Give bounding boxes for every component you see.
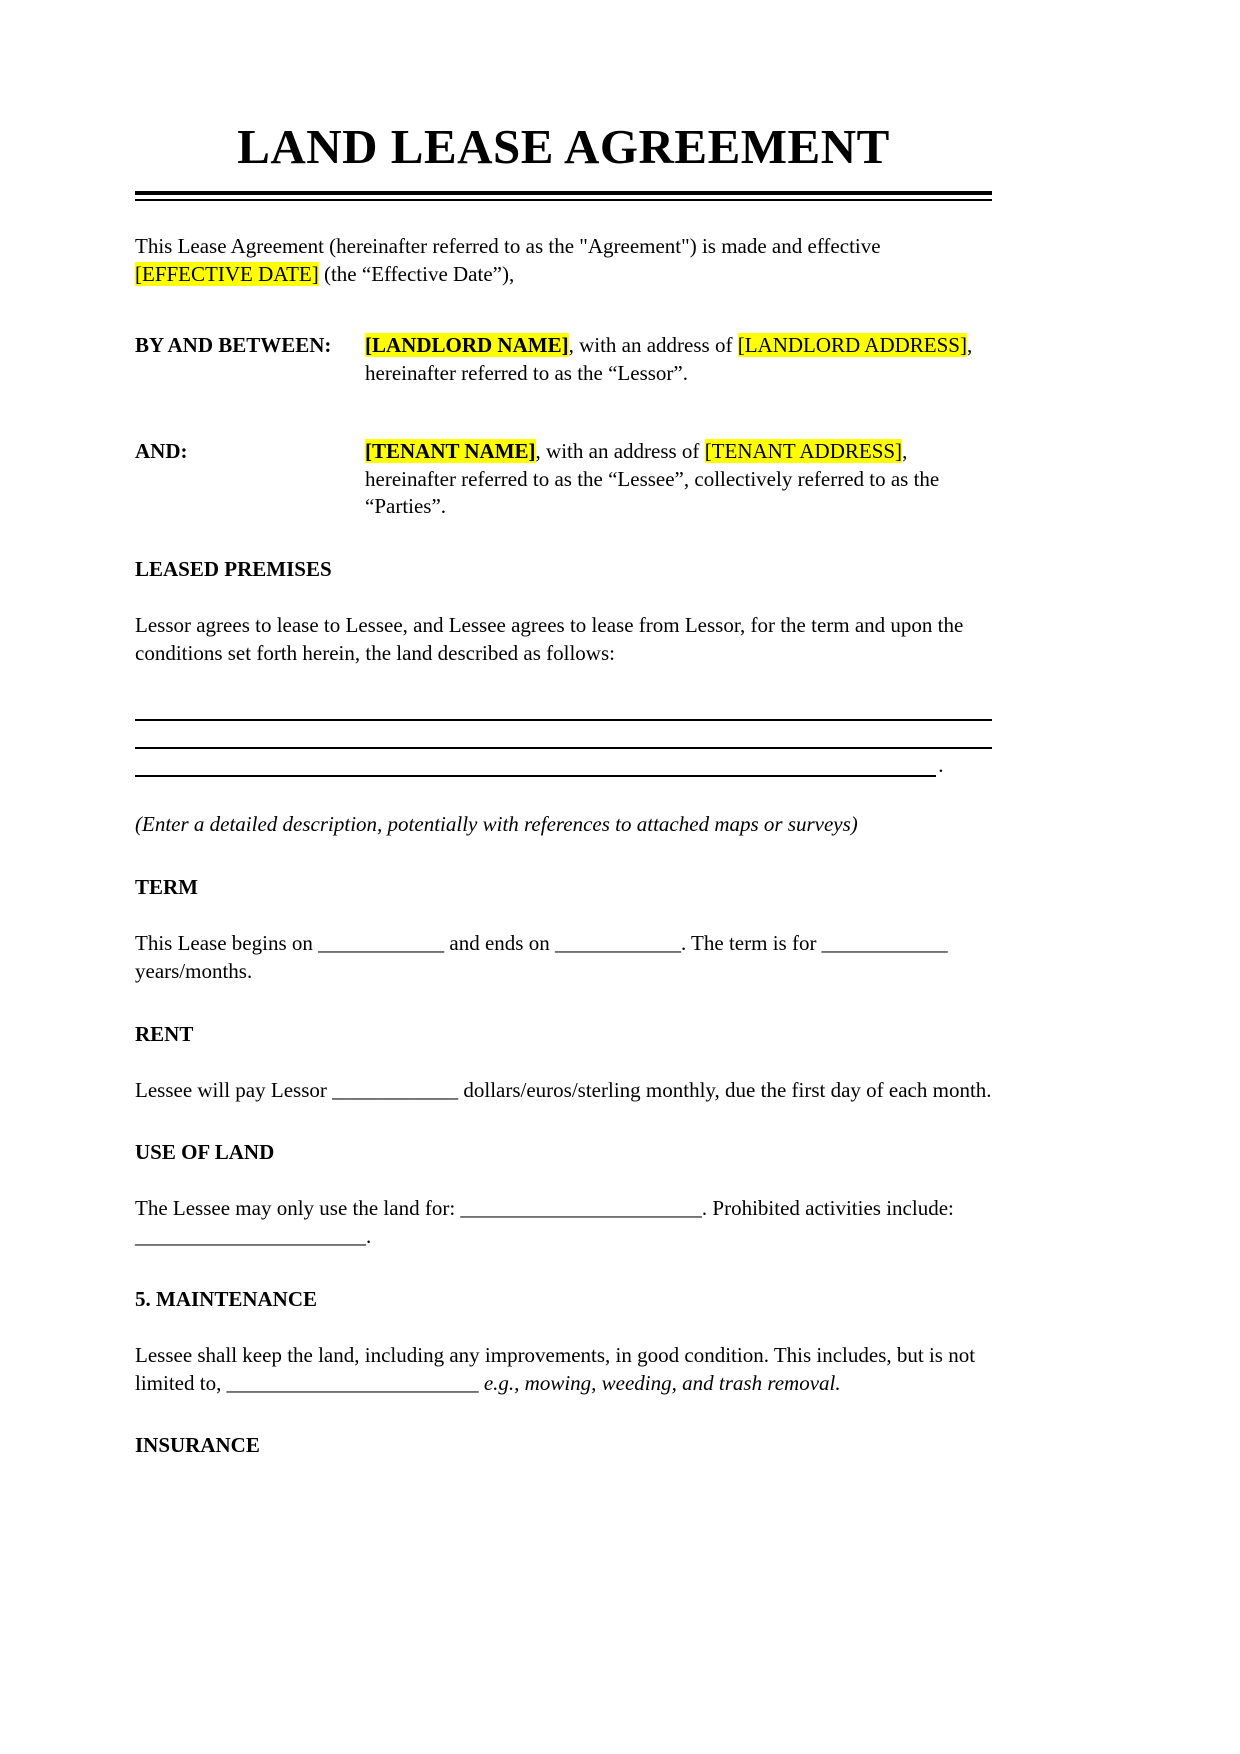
party-label-by-and-between: BY AND BETWEEN: [135, 333, 332, 358]
section-heading-leased-premises: LEASED PREMISES [135, 557, 332, 582]
party-text-tenant: [TENANT NAME], with an address of [TENANT ADDRESS], hereinafter referred to as the “Lessee”, collectively referred to as the “Parties”. [365, 438, 940, 519]
term-paragraph: This Lease begins on ____________ and ends on ____________. The term is for ____________ years/months. [135, 931, 948, 983]
title-divider-rule [135, 191, 992, 201]
section-heading-maintenance: 5. MAINTENANCE [135, 1286, 318, 1311]
section-heading-use-of-land: USE OF LAND [135, 1140, 275, 1165]
party-label-and: AND: [135, 438, 188, 463]
description-blank-line-2 [135, 721, 992, 749]
intro-paragraph: This Lease Agreement (hereinafter referred to as the "Agreement") is made and effective [EFFECTIVE DATE] (the “Effective Date”), [135, 234, 881, 286]
use-of-land-paragraph: The Lessee may only use the land for: _______________________. Prohibited activities include: ______________________. [135, 1196, 954, 1249]
description-blank-lines [135, 693, 992, 777]
description-blank-line-3 [135, 749, 992, 777]
section-heading-insurance: INSURANCE [135, 1433, 260, 1458]
rent-paragraph: Lessee will pay Lessor ____________ dollars/euros/sterling monthly, due the first day of each month. [135, 1077, 992, 1102]
maintenance-paragraph: Lessee shall keep the land, including any improvements, in good condition. This includes, but is not limited to, ________________________ e.g., mowing, weeding, and trash removal. [135, 1342, 976, 1395]
description-blank-line-3-rule [135, 749, 936, 777]
blank-line-trailing-period: . [938, 753, 944, 778]
description-blank-line-1 [135, 693, 992, 721]
section-heading-term: TERM [135, 875, 198, 900]
document-content [135, 118, 992, 1458]
document-title: LAND LEASE AGREEMENT [237, 119, 890, 174]
party-row-tenant [135, 438, 992, 521]
section-heading-rent: RENT [135, 1021, 194, 1046]
party-row-landlord [135, 332, 992, 387]
description-note: (Enter a detailed description, potentially with references to attached maps or surveys) [135, 812, 858, 837]
party-text-landlord: [LANDLORD NAME], with an address of [LANDLORD ADDRESS], hereinafter referred to as the “Lessor”. [365, 333, 973, 386]
leased-premises-paragraph: Lessor agrees to lease to Lessee, and Lessee agrees to lease from Lessor, for the term and upon the conditions set forth herein, the land described as follows: [135, 613, 964, 665]
